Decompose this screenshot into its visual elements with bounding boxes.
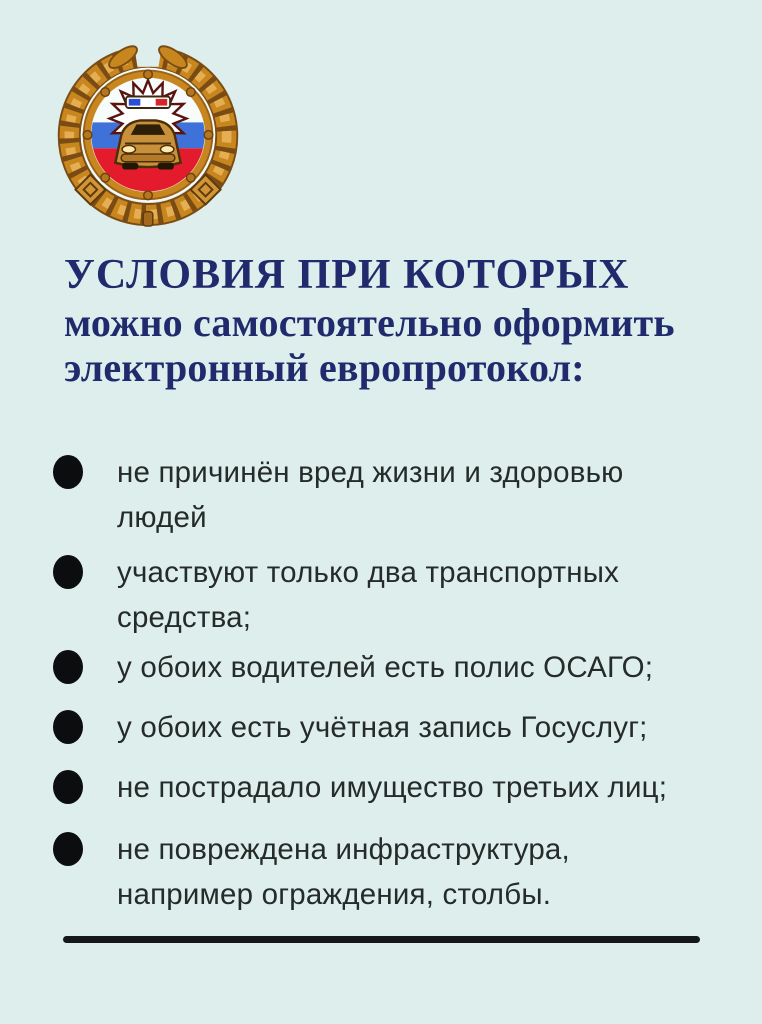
list-item [53, 645, 722, 690]
list-item-text: у обоих водителей есть полис ОСАГО; [117, 651, 654, 684]
list-item [53, 827, 722, 917]
list-item [53, 765, 722, 810]
bullet-dot-icon [53, 650, 83, 684]
list-item-text: не пострадало имущество третьих лиц; [117, 771, 668, 804]
gibdd-emblem [52, 34, 244, 230]
bullet-dot-icon [53, 770, 83, 804]
page-title [64, 250, 724, 390]
divider-line [63, 936, 700, 943]
gibdd-emblem-icon [52, 34, 244, 230]
list-item-text: у обоих есть учётная запись Госуслуг; [117, 711, 648, 744]
list-item-text: не причинён вред жизни и здоровью людей [117, 456, 624, 534]
list-item [53, 550, 722, 640]
title-line-1: УСЛОВИЯ ПРИ КОТОРЫХ [64, 252, 630, 298]
list-item [53, 705, 722, 750]
bullet-dot-icon [53, 832, 83, 866]
conditions-list [0, 450, 762, 917]
bullet-dot-icon [53, 455, 83, 489]
title-line-3: электронный европротокол: [64, 345, 585, 390]
title-line-2: можно самостоятельно оформить [64, 300, 675, 345]
bullet-dot-icon [53, 710, 83, 744]
list-item [53, 450, 722, 540]
list-item-text: не повреждена инфраструктура, например ограждения, столбы. [117, 833, 570, 911]
list-item-text: участвуют только два транспортных средства; [117, 556, 620, 634]
bullet-dot-icon [53, 555, 83, 589]
